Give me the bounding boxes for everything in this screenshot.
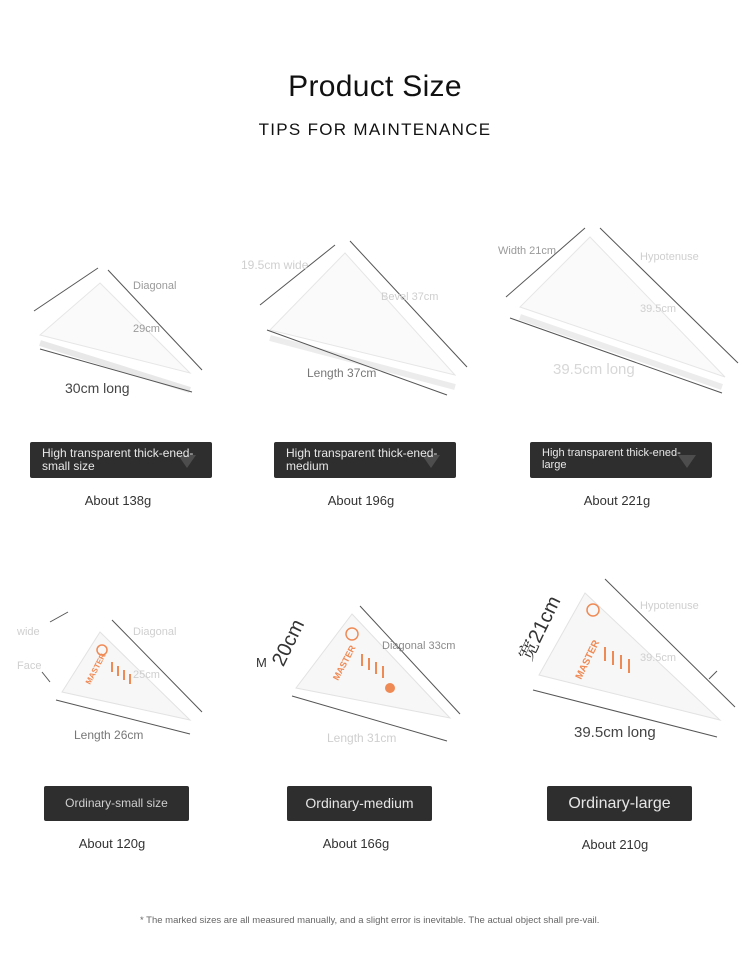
product-weight: About 138g [84,493,152,508]
footnote: * The marked sizes are all measured manually, and a slight error is inevitable. The actual object shall pre-vail. [140,915,600,926]
product-weight: About 210g [581,837,649,852]
page-subtitle: TIPS FOR MAINTENANCE [258,120,492,139]
wide-label: wide [17,626,40,638]
width-label: Width 21cm [498,245,557,257]
product-name-badge [30,442,212,478]
bag-shape [40,283,190,373]
bevel-label: Bevel 37cm [381,291,439,303]
diagonal-label: Diagonal [133,280,177,292]
bag-brand-text: MASTER [573,638,603,682]
product-name-badge [274,442,456,478]
bag-shape [539,593,720,720]
product-weight: About 120g [78,836,146,851]
product-weight: About 166g [322,836,390,851]
length-label: Length 26cm [74,728,144,742]
side-label: 29cm [133,323,160,335]
product-weight: About 221g [583,493,651,508]
product-name: High transparent thick-ened-medium [286,446,438,473]
side-label: 39.5cm [640,303,677,315]
bag-shape [296,614,450,718]
product-name: Ordinary-small size [65,796,168,810]
width-label: 宽21cm [515,592,566,665]
diagonal-label: Diagonal [133,626,177,638]
bag-brand-text: MASTER [83,651,108,686]
bag-diagram-medium-ordinary [282,596,467,746]
side-label: 25cm [133,669,160,681]
width-label: 19.5cm wide [241,258,309,272]
bag-diagram-small-ordinary [40,610,220,745]
measure-line-width [50,612,68,622]
measure-tick [42,672,50,682]
product-name-badge [547,786,692,821]
product-name: Ordinary-large [568,795,671,812]
length-label: Length 31cm [327,731,397,745]
bag-diagram-small-transparent [30,265,210,395]
length-label: 39.5cm long [574,724,656,741]
diagonal-label: Diagonal 33cm [382,640,456,652]
length-label: Length 37cm [307,366,377,380]
length-label: 30cm long [65,380,130,396]
product-name: High transparent thick-ened-large [542,447,681,471]
product-name: High transparent thick-ened-small size [42,446,194,473]
hypotenuse-label: Hypotenuse [640,600,699,612]
measure-tick [709,671,717,679]
product-name-badge [44,786,189,821]
face-label: Face [17,660,42,672]
product-name-badge [530,442,712,478]
side-label: 39.5cm [640,652,677,664]
width-label: 20cm [268,616,310,670]
page-title: Product Size [288,70,462,103]
hypotenuse-label: Hypotenuse [640,251,699,263]
product-weight: About 196g [327,493,395,508]
product-name: Ordinary-medium [305,795,414,811]
width-prefix-label: M [256,655,267,670]
length-label: 39.5cm long [553,361,635,378]
product-name-badge [287,786,432,821]
bag-brand-text: MASTER [330,643,358,682]
